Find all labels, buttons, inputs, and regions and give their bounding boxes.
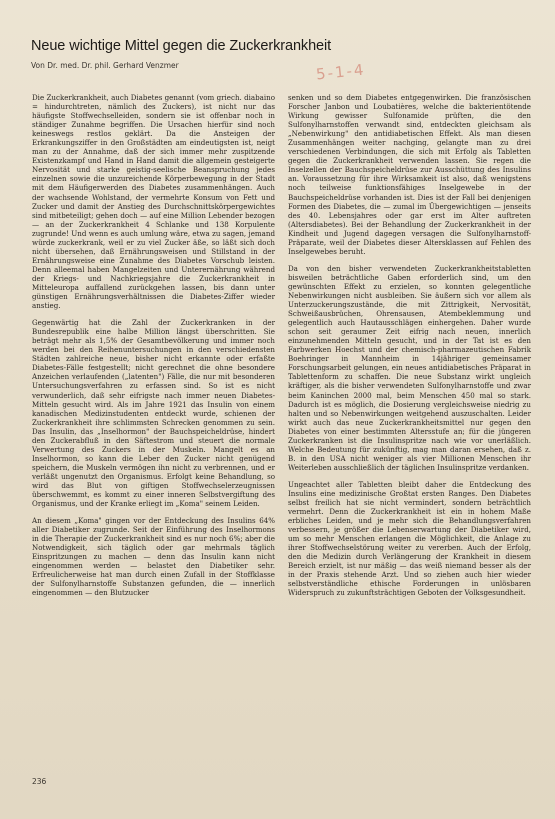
article-title: Neue wichtige Mittel gegen die Zuckerkrankheit	[31, 38, 332, 54]
right-column	[288, 93, 531, 606]
paragraph: Gegenwärtig hat die Zahl der Zuckerkranken in der Bundesrepublik eine halbe Million längst überschritten. Sie beträgt mehr als 1,5% der Gesamtbevölkerung und immer noch werden bei den Reihenuntersuchungen in den verschiedensten Städten zahlreiche neue, bisher nicht erkannte oder erfaßte Diabetes-Fälle festgestellt; nicht gerechnet die ohne besondere Anzeichen verlaufenden („latenten") Fälle, die nur mit besonderen Untersuchungsverfahren zu erfassen sind. So ist es nicht verwunderlich, daß sehr eifrigste nach immer neuen Diabetes-Mitteln gesucht wird. Als im Jahre 1921 das Insulin von einem kanadischen Medizinstudenten entdeckt wurde, schienen der Zuckerkrankheit ihre schlimmsten Schrecken genommen zu sein. Das Insulin, das „Inselhormon" der Bauchspeicheldrüse, hindert den Zuckerabfluß in den Säftestrom und steuert die normale Verwertung des Zuckers in der Muskeln. Mangelt es an Inselhormon, so kann die Leber den Zucker nicht genügend speichern, die Muskeln vermögen ihn nicht zu verbrennen, und er verläßt ungenutzt den Organismus. Erfolgt keine Behandlung, so wird das Blut von giftigen Stoffwechselerzeugnissen überschwemmt, es kommt zu einer inneren Selbstvergiftung des Organismus, und der Kranke erliegt im „Koma" seinem Leiden.	[32, 318, 275, 509]
paragraph: An diesem „Koma" gingen vor der Entdeckung des Insulins 64% aller Diabetiker zugrunde. Seit der Einführung des Inselhormons in die Therapie der Zuckerkrankheit sind es nur noch 6%; aber die Notwendigkeit, sich täglich oder gar mehrmals täglich Einspritzungen zu machen — denn das Insulin kann nicht eingenommen werden — belastet den Diabetiker sehr. Erfreulicherweise hat man durch einen Zufall in der Stoffklasse der Sulfonylharnstoffe Substanzen gefunden, die — innerlich eingenommen — den Blutzucker	[32, 516, 275, 598]
paragraph: Da von den bisher verwendeten Zuckerkrankheitstabletten bisweilen beträchtliche Gaben erforderlich sind, um den gewünschten Effekt zu erzielen, so konnten gelegentliche Nebenwirkungen nicht ausbleiben. Sie äußern sich vor allem als Unterzuckerungszustände, die mit Zittrigkeit, Nervosität, Schweißausbrüchen, Ohrensausen, Atembeklemmung und gelegentlich auch Hautausschlägen einhergehen. Daher wurde schon seit geraumer Zeit eifrig nach neuen, innerlich einzunehmenden Mitteln gesucht, und in der Tat ist es den Farbwerken Hoechst und der chemisch-pharmazeutischen Fabrik Boehringer in Mannheim in 14jähriger gemeinsamer Forschungsarbeit gelungen, ein neues antidiabetisches Präparat in Tablettenform zu schaffen. Die neue Substanz wirkt ungleich kräftiger, als die bisher verwendeten Sulfonylharnstoffe und zwar beim Kaninchen 2000 mal, beim Menschen 450 mal so stark. Dadurch ist es möglich, die Dosierung vergleichsweise niedrig zu halten und so Nebenwirkungen weitgehend auszuschalten. Leider wirkt auch das neue Zuckerkrankheitsmittel nur gegen den Diabetes von einer bestimmten Altersstufe an; für die jüngeren Zuckerkranken ist die Insulinspritze nach wie vor unerläßlich. Welche Bedeutung für zukünftig, mag man daran ersehen, daß z. B. in den USA nicht weniger als vier Millionen Menschen ihr Weiterleben ausschließlich der täglichen Insulinspritze verdanken.	[288, 263, 531, 472]
left-column	[32, 93, 275, 606]
paragraph: Ungeachtet aller Tabletten bleibt daher die Entdeckung des Insulins eine medizinische Großtat ersten Ranges. Den Diabetes selbst freilich hat sie nicht vermindert, sondern beträchtlich vermehrt. Denn die Zuckerkrankheit ist ein in hohem Maße erbliches Leiden, und je mehr sich die Behandlungsverfahren verbessern, je größer die Lebenserwartung der Diabetiker wird, um so mehr Menschen erlangen die Möglichkeit, die Anlage zu ihrer Stoffwechselstörung weiter zu vererben. Auch der Erfolg, den die Medizin durch Verlängerung der Krankheit in diesem Bereich erzielt, ist nur mäßig — das weiß niemand besser als der in der Praxis stehende Arzt. Und so ziehen auch hier wieder selbstverständliche ethische Forderungen in unlösbaren Widerspruch zu zukunftsträchtigen Geboten der Volksgesundheit.	[288, 479, 531, 598]
paragraph: Die Zuckerkrankheit, auch Diabetes genannt (vom griech. diabaino = hindurchtreten, nämlich des Zuckers), ist nicht nur das häufigste Stoffwechselleiden, sondern sie ist offenbar noch in ständiger Zunahme begriffen. Die Ursachen hierfür sind noch keineswegs restlos geklärt. Da die Ansteigen der Erkrankungsziffer in den Großstädten am eindeutigsten ist, neigt man zu der Annahme, daß der sich immer mehr zuspitzende Existenzkampf und Hand in Hand damit die allgemein gesteigerte Nervosität und starke geistig-seelische Beanspruchung jedes einzelnen sowie die unzureichende Körperbewegung in der Stadt mit dem Häufigerwerden des Diabetes zusammenhängen. Auch der wachsende Wohlstand, der vermehrte Konsum von Fett und Zucker und damit der Anstieg des Durchschnittskörpergewichtes sind mitbeteiligt; gehen doch — auf eine Million Lebender bezogen — an der Zuckerkrankheit 4 Schlanke und 138 Korpulente zugrunde! Und wenn es auch umlung wäre, etwa zu sagen, jemand würde zuckerkrank, weil er zu viel Zucker äße, so läßt sich doch nicht übersehen, daß Ernährungsweisen und Stillstand in der Ernährungsweise eine Zunahme des Diabetes Vorschub leisten. Denn alleemal haben Mangelzeiten und Unterernährung während der Kriegs- und Nachkriegsjahre die Zuckerkrankheit in Mitteleuropa auffallend zurückgehen lassen, bis dann unter günstigen Ernährungsverhältnissen die Diabetes-Ziffer wieder anstieg.	[32, 93, 275, 311]
page-number: 236	[32, 777, 47, 786]
article-author: Von Dr. med. Dr. phil. Gerhard Venzmer	[31, 61, 179, 70]
handwritten-stamp: 5-1-4	[315, 60, 367, 84]
paragraph: senken und so dem Diabetes entgegenwirken. Die französischen Forscher Janbon und Loubatières, welche die bakterientötende Wirkung gewisser Sulfonamide prüften, die den Sulfonylharnstoffen verwandt sind, entdeckten gleichsam als „Nebenwirkung" den antidiabetischen Effekt. Als man diesen Zusammenhängen weiter nachging, gelangte man zu drei verschiedenen Verbindungen, die sich mit Erfolg als Tabletten gegen die Zuckerkrankheit verwenden lassen. Sie regen die Inselzellen der Bauchspeicheldrüse zur Ausschüttung des Insulins an. Voraussetzung für ihre Wirksamkeit ist also, daß wenigstens noch teilweise funktionsfähiges Inselgewebe in der Bauchspeicheldrüse vorhanden ist. Dies ist der Fall bei denjenigen Formen des Diabetes, die — zumal im Übergewichtigen — jenseits des 40. Lebensjahres oder gar erst im Alter auftreten (Altersdiabetes). Bei der Behandlung der Zuckerkrankheit in der Kindheit und Jugend dagegen versagen die Sulfonylharnstoff-Präparate, weil der Diabetes dieser Altersklassen auf Fehlen des Inselgewebes beruht.	[288, 93, 531, 256]
